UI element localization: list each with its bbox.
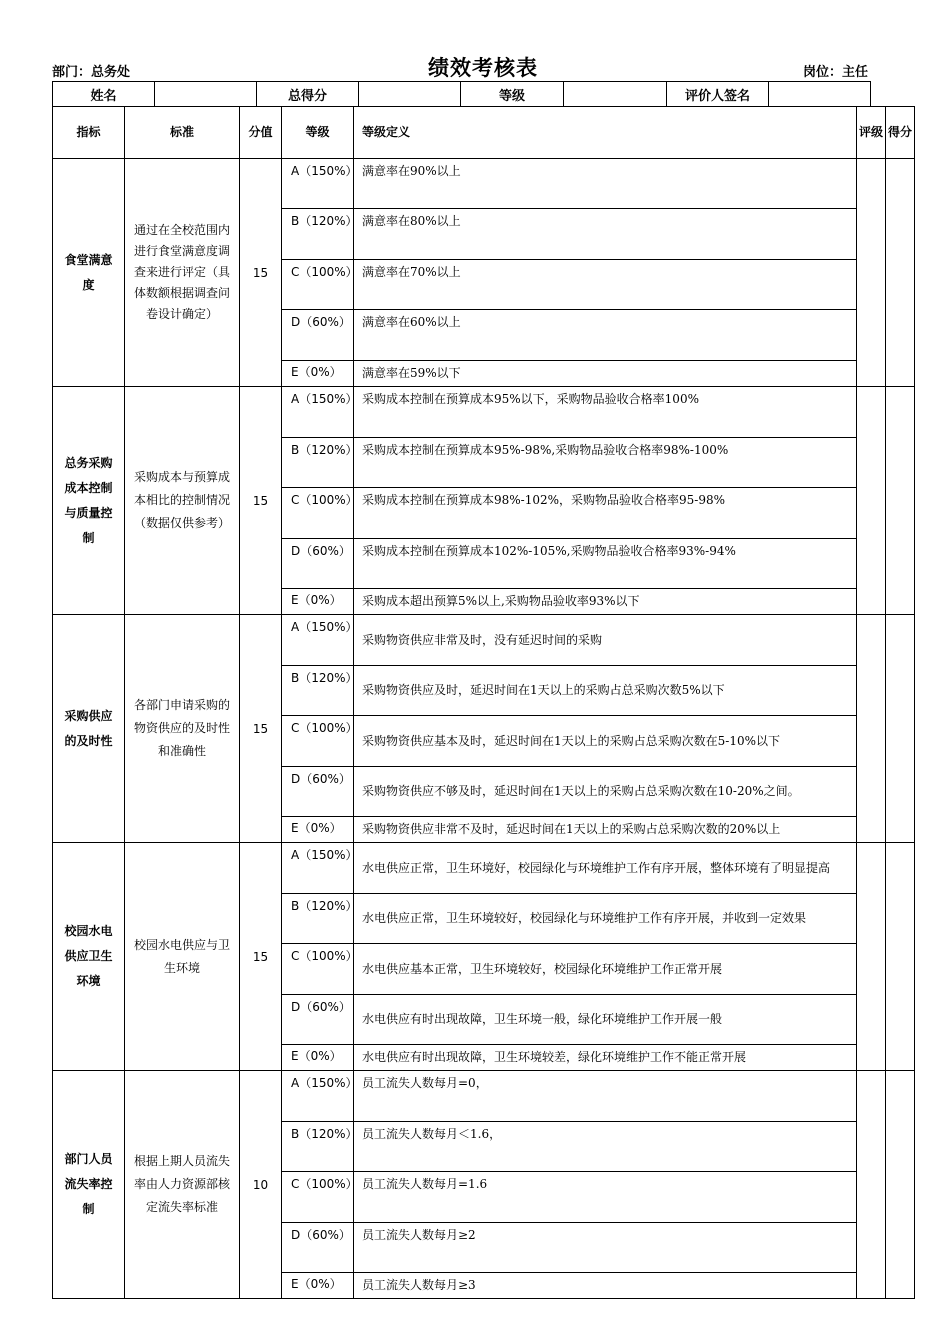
level-cell: A（150%） xyxy=(282,615,354,666)
earned-cell[interactable] xyxy=(886,615,915,843)
name-label: 姓名 xyxy=(53,82,155,107)
definition-cell: 水电供应基本正常，卫生环境较好，校园绿化环境维护工作正常开展 xyxy=(354,944,857,995)
table-header-row xyxy=(53,107,915,159)
col-definition: 等级定义 xyxy=(354,107,857,159)
definition-cell: 采购物资供应及时，延迟时间在1天以上的采购占总采购次数5%以下 xyxy=(354,666,857,716)
assessment-table xyxy=(52,106,915,1299)
definition-cell: 员工流失人数每月=1.6 xyxy=(354,1172,857,1223)
total-score-field[interactable] xyxy=(359,82,461,107)
level-cell: E（0%） xyxy=(282,1273,354,1299)
level-cell: B（120%） xyxy=(282,209,354,260)
table-row xyxy=(53,1071,915,1122)
level-cell: B（120%） xyxy=(282,894,354,944)
definition-cell: 满意率在80%以上 xyxy=(354,209,857,260)
definition-cell: 水电供应正常，卫生环境好，校园绿化与环境维护工作有序开展，整体环境有了明显提高 xyxy=(354,843,857,894)
earned-cell[interactable] xyxy=(886,159,915,387)
department-label: 部门：总务处 xyxy=(52,65,131,80)
definition-cell: 采购物资供应基本及时，延迟时间在1天以上的采购占总采购次数在5-10%以下 xyxy=(354,716,857,767)
definition-cell: 采购物资供应非常及时，没有延迟时间的采购 xyxy=(354,615,857,666)
standard-cell: 采购成本与预算成本相比的控制情况（数据仅供参考） xyxy=(125,387,240,615)
indicator-cell: 校园水电供应卫生环境 xyxy=(53,843,125,1071)
level-cell: A（150%） xyxy=(282,843,354,894)
table-row xyxy=(53,843,915,894)
level-cell: E（0%） xyxy=(282,361,354,387)
level-cell: E（0%） xyxy=(282,817,354,843)
score-cell: 10 xyxy=(240,1071,282,1299)
col-earned: 得分 xyxy=(886,107,915,159)
document-header xyxy=(52,52,914,82)
definition-cell: 员工流失人数每月=0， xyxy=(354,1071,857,1122)
level-cell: D（60%） xyxy=(282,995,354,1045)
level-cell: D（60%） xyxy=(282,310,354,361)
table-row xyxy=(53,387,915,438)
info-table xyxy=(52,81,871,107)
col-indicator: 指标 xyxy=(53,107,125,159)
definition-cell: 满意率在59%以下 xyxy=(354,361,857,387)
definition-cell: 采购成本超出预算5%以上,采购物品验收率93%以下 xyxy=(354,589,857,615)
score-cell: 15 xyxy=(240,387,282,615)
rating-cell[interactable] xyxy=(857,387,886,615)
level-cell: B（120%） xyxy=(282,1122,354,1172)
standard-cell: 校园水电供应与卫生环境 xyxy=(125,843,240,1071)
level-cell: C（100%） xyxy=(282,488,354,539)
standard-cell: 通过在全校范围内进行食堂满意度调查来进行评定（具体数额根据调查问卷设计确定） xyxy=(125,159,240,387)
standard-cell: 各部门申请采购的物资供应的及时性和准确性 xyxy=(125,615,240,843)
definition-cell: 员工流失人数每月≥3 xyxy=(354,1273,857,1299)
level-cell: B（120%） xyxy=(282,438,354,488)
score-cell: 15 xyxy=(240,159,282,387)
table-row xyxy=(53,615,915,666)
rating-cell[interactable] xyxy=(857,843,886,1071)
level-cell: E（0%） xyxy=(282,1045,354,1071)
level-cell: A（150%） xyxy=(282,159,354,209)
col-level: 等级 xyxy=(282,107,354,159)
definition-cell: 采购成本控制在预算成本98%-102%，采购物品验收合格率95-98% xyxy=(354,488,857,539)
definition-cell: 水电供应有时出现故障，卫生环境一般，绿化环境维护工作开展一般 xyxy=(354,995,857,1045)
definition-cell: 满意率在70%以上 xyxy=(354,260,857,310)
rating-cell[interactable] xyxy=(857,1071,886,1299)
earned-cell[interactable] xyxy=(886,1071,915,1299)
definition-cell: 采购物资供应不够及时，延迟时间在1天以上的采购占总采购次数在10-20%之间。 xyxy=(354,767,857,817)
level-cell: A（150%） xyxy=(282,387,354,438)
level-cell: D（60%） xyxy=(282,1223,354,1273)
indicator-cell: 食堂满意度 xyxy=(53,159,125,387)
grade-field[interactable] xyxy=(564,82,667,107)
table-row xyxy=(53,159,915,209)
definition-cell: 员工流失人数每月＜1.6， xyxy=(354,1122,857,1172)
total-score-label: 总得分 xyxy=(257,82,359,107)
definition-cell: 水电供应有时出现故障，卫生环境较差，绿化环境维护工作不能正常开展 xyxy=(354,1045,857,1071)
level-cell: B（120%） xyxy=(282,666,354,716)
definition-cell: 满意率在60%以上 xyxy=(354,310,857,361)
earned-cell[interactable] xyxy=(886,387,915,615)
level-cell: A（150%） xyxy=(282,1071,354,1122)
col-standard: 标准 xyxy=(125,107,240,159)
indicator-cell: 部门人员流失率控制 xyxy=(53,1071,125,1299)
definition-cell: 水电供应正常，卫生环境较好，校园绿化与环境维护工作有序开展，并收到一定效果 xyxy=(354,894,857,944)
rating-cell[interactable] xyxy=(857,159,886,387)
definition-cell: 满意率在90%以上 xyxy=(354,159,857,209)
col-score: 分值 xyxy=(240,107,282,159)
definition-cell: 采购成本控制在预算成本102%-105%,采购物品验收合格率93%-94% xyxy=(354,539,857,589)
indicator-cell: 总务采购成本控制与质量控制 xyxy=(53,387,125,615)
definition-cell: 采购成本控制在预算成本95%-98%,采购物品验收合格率98%-100% xyxy=(354,438,857,488)
signer-field[interactable] xyxy=(769,82,871,107)
page-title: 绩效考核表 xyxy=(428,56,538,80)
definition-cell: 员工流失人数每月≥2 xyxy=(354,1223,857,1273)
earned-cell[interactable] xyxy=(886,843,915,1071)
grade-label: 等级 xyxy=(461,82,564,107)
level-cell: D（60%） xyxy=(282,539,354,589)
col-rating: 评级 xyxy=(857,107,886,159)
position-label: 岗位：主任 xyxy=(802,65,868,80)
level-cell: C（100%） xyxy=(282,260,354,310)
signer-label: 评价人签名 xyxy=(667,82,769,107)
score-cell: 15 xyxy=(240,615,282,843)
definition-cell: 采购成本控制在预算成本95%以下，采购物品验收合格率100% xyxy=(354,387,857,438)
score-cell: 15 xyxy=(240,843,282,1071)
level-cell: C（100%） xyxy=(282,716,354,767)
level-cell: C（100%） xyxy=(282,1172,354,1223)
level-cell: D（60%） xyxy=(282,767,354,817)
level-cell: E（0%） xyxy=(282,589,354,615)
indicator-cell: 采购供应的及时性 xyxy=(53,615,125,843)
definition-cell: 采购物资供应非常不及时，延迟时间在1天以上的采购占总采购次数的20%以上 xyxy=(354,817,857,843)
name-field[interactable] xyxy=(155,82,257,107)
rating-cell[interactable] xyxy=(857,615,886,843)
level-cell: C（100%） xyxy=(282,944,354,995)
standard-cell: 根据上期人员流失率由人力资源部核定流失率标准 xyxy=(125,1071,240,1299)
